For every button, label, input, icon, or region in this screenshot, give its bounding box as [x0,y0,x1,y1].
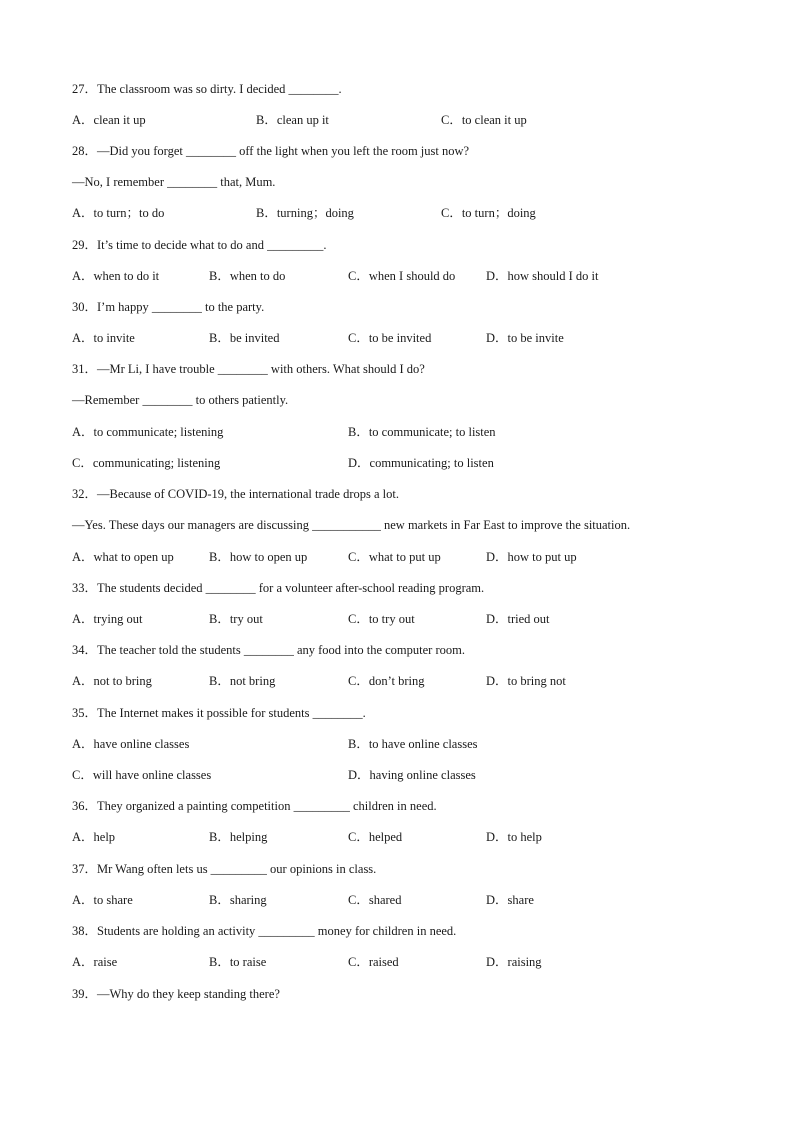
option-b: B．clean up it [256,113,329,127]
option-d: D．tried out [486,612,550,626]
option-b: B．to communicate; to listen [348,425,496,439]
option-c: C．to clean it up [441,113,527,127]
question-38-stem: 38．Students are holding an activity _________ money for children in need. [72,924,457,938]
question-27-stem: 27．The classroom was so dirty. I decided ________. [72,82,342,96]
option-a: A．to invite [72,331,135,345]
option-c: C．to be invited [348,331,432,345]
option-c: C．what to put up [348,550,441,564]
option-d: D．how should I do it [486,269,599,283]
option-d: D．share [486,893,534,907]
question-32-reply: —Yes. These days our managers are discussing ___________ new markets in Far East to improve the situation. [72,518,631,532]
option-b: B．try out [209,612,263,626]
question-32-stem: 32．—Because of COVID-19, the international trade drops a lot. [72,487,399,501]
option-b: B．how to open up [209,550,308,564]
question-31-reply: —Remember ________ to others patiently. [72,393,289,407]
question-31-stem: 31．—Mr Li, I have trouble ________ with others. What should I do? [72,362,425,376]
question-33-stem: 33．The students decided ________ for a volunteer after-school reading program. [72,581,485,595]
option-b: B．sharing [209,893,267,907]
option-c: C．helped [348,830,403,844]
question-30-stem: 30．I’m happy ________ to the party. [72,300,265,314]
option-b: B．to raise [209,955,267,969]
option-c: C．don’t bring [348,674,425,688]
option-b: B．to have online classes [348,737,478,751]
option-b: B．turning；doing [256,206,354,220]
option-a: A．clean it up [72,113,146,127]
option-b: B．be invited [209,331,280,345]
option-c: C．will have online classes [72,768,212,782]
option-d: D．to be invite [486,331,564,345]
option-a: A．to share [72,893,133,907]
option-a: A．to communicate; listening [72,425,224,439]
option-a: A．have online classes [72,737,190,751]
option-b: B．not bring [209,674,276,688]
question-37-stem: 37．Mr Wang often lets us _________ our opinions in class. [72,862,377,876]
option-a: A．trying out [72,612,143,626]
option-a: A．what to open up [72,550,174,564]
option-c: C．shared [348,893,402,907]
question-36-stem: 36．They organized a painting competition _________ children in need. [72,799,437,813]
option-d: D．how to put up [486,550,577,564]
option-b: B．helping [209,830,268,844]
question-34-stem: 34．The teacher told the students ________ any food into the computer room. [72,643,465,657]
option-d: D．communicating; to listen [348,456,494,470]
option-a: A．raise [72,955,118,969]
option-a: A．not to bring [72,674,152,688]
question-28-reply: —No, I remember ________ that, Mum. [72,175,276,189]
question-29-stem: 29．It’s time to decide what to do and _________. [72,238,327,252]
option-a: A．to turn；to do [72,206,165,220]
option-a: A．help [72,830,116,844]
option-d: D．having online classes [348,768,476,782]
option-c: C．when I should do [348,269,456,283]
option-d: D．to bring not [486,674,566,688]
question-28-stem: 28．—Did you forget ________ off the light when you left the room just now? [72,144,470,158]
option-b: B．when to do [209,269,286,283]
question-35-stem: 35．The Internet makes it possible for students ________. [72,706,366,720]
option-a: A．when to do it [72,269,160,283]
option-c: C．to try out [348,612,415,626]
question-39-stem: 39．—Why do they keep standing there? [72,987,280,1001]
option-d: D．to help [486,830,542,844]
option-d: D．raising [486,955,542,969]
option-c: C．raised [348,955,399,969]
option-c: C．to turn；doing [441,206,536,220]
option-c: C．communicating; listening [72,456,221,470]
